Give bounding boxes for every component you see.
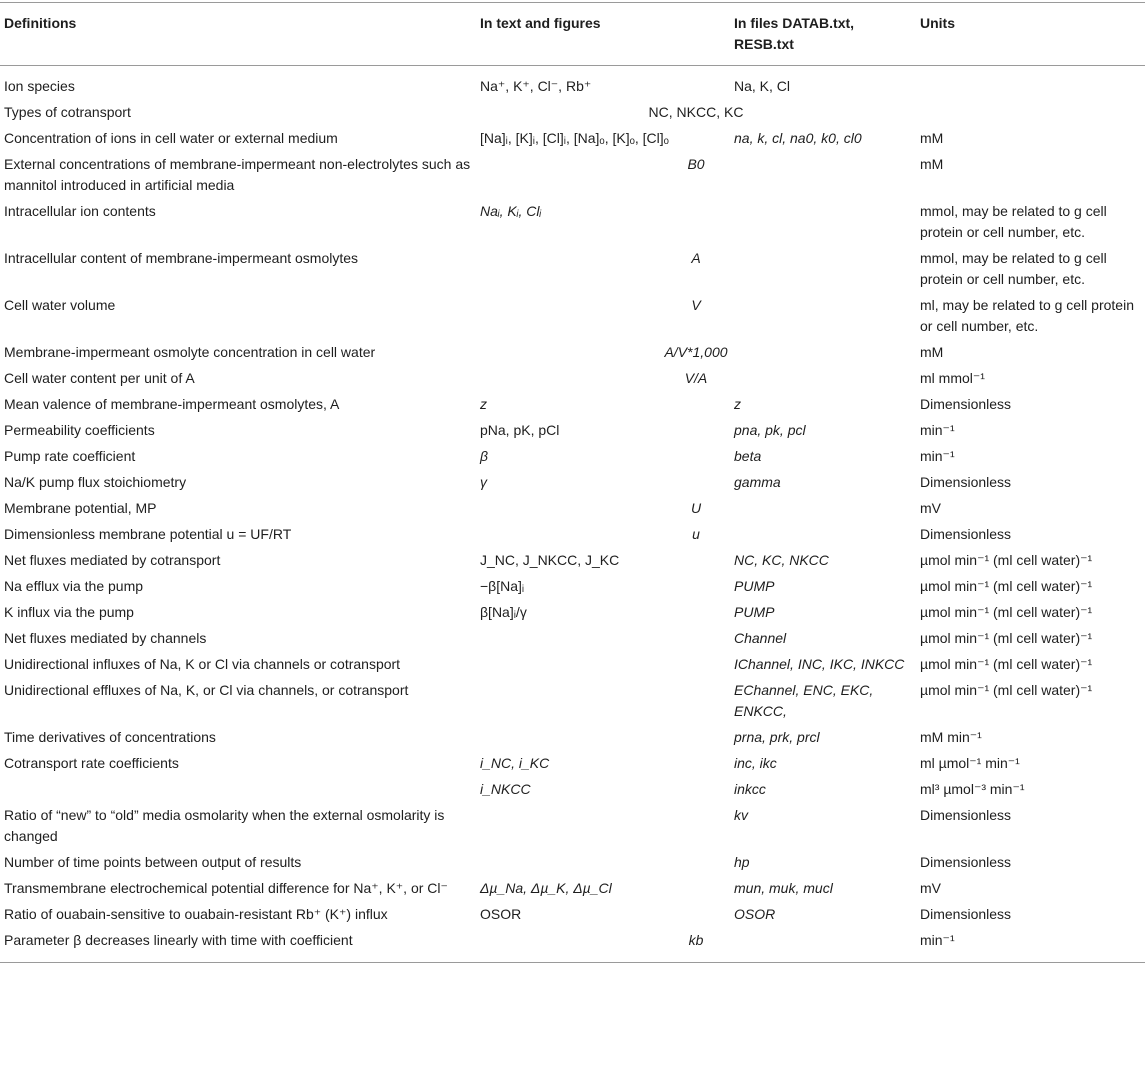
cell-units: Dimensionless [920,807,1012,823]
cell-units: ml³ µmol⁻³ min⁻¹ [920,781,1025,797]
cell-file-notation: hp [734,854,750,870]
cell-notation-span: NC, NKCC, KC [648,104,744,120]
cell-text-notation: J_NC, J_NKCC, J_KC [480,552,620,568]
table-row [0,392,1145,418]
cell-text-notation [476,803,730,850]
cell-definition: Intracellular ion contents [4,203,156,219]
cell-units: ml, may be related to g cell protein or cell number, etc. [920,297,1134,334]
header-files: In files DATAB.txt, RESB.txt [734,15,855,52]
cell-file-notation: kv [734,807,748,823]
cell-definition: Cell water volume [4,297,116,313]
cell-notation-span: B0 [687,156,705,172]
cell-text-notation [476,678,730,725]
cell-definition: Transmembrane electrochemical potential difference for Na⁺, K⁺, or Cl⁻ [4,880,448,896]
cell-text-notation: [Na]ᵢ, [K]ᵢ, [Cl]ᵢ, [Na]ₒ, [K]ₒ, [Cl]ₒ [480,130,669,146]
cell-units: µmol min⁻¹ (ml cell water)⁻¹ [920,552,1093,568]
cell-definition: Permeability coefficients [4,422,155,438]
table-row [0,652,1145,678]
cell-definition: Unidirectional influxes of Na, K or Cl via channels or cotransport [4,656,401,672]
table-row [0,725,1145,751]
cell-text-notation: γ [480,474,487,490]
cell-file-notation: PUMP [734,578,775,594]
cell-file-notation: z [734,396,741,412]
table-row [0,574,1145,600]
cell-definition: Cotransport rate coefficients [4,755,179,771]
table-row [0,522,1145,548]
cell-file-notation: beta [734,448,762,464]
cell-units: µmol min⁻¹ (ml cell water)⁻¹ [920,604,1093,620]
table-row [0,152,1145,199]
table-row [0,777,1145,803]
cell-text-notation: Naᵢ, Kᵢ, Clᵢ [480,203,542,219]
cell-file-notation: OSOR [734,906,776,922]
cell-file-notation: EChannel, ENC, EKC, ENKCC, [734,682,874,719]
cell-text-notation [476,652,730,678]
cell-text-notation [476,626,730,652]
cell-units: Dimensionless [920,854,1012,870]
table-row [0,100,1145,126]
cell-units: ml mmol⁻¹ [920,370,985,386]
table-row [0,496,1145,522]
cell-text-notation: z [480,396,487,412]
cell-units: mM [920,344,944,360]
table-row [0,876,1145,902]
cell-definition: Na/K pump flux stoichiometry [4,474,187,490]
cell-text-notation: i_NC, i_KC [480,755,550,771]
cell-file-notation: prna, prk, prcl [734,729,820,745]
cell-units [916,100,1145,126]
cell-text-notation: β [480,448,488,464]
table-row [0,902,1145,928]
cell-file-notation: Channel [734,630,787,646]
cell-definition: Parameter β decreases linearly with time with coefficient [4,932,353,948]
cell-units: µmol min⁻¹ (ml cell water)⁻¹ [920,682,1093,698]
cell-text-notation: i_NKCC [480,781,531,797]
table-row [0,548,1145,574]
header-text-figures: In text and figures [480,15,601,31]
cell-notation-span: A/V*1,000 [664,344,728,360]
cell-file-notation: inkcc [734,781,766,797]
cell-units: µmol min⁻¹ (ml cell water)⁻¹ [920,656,1093,672]
table-row [0,751,1145,777]
table-row [0,626,1145,652]
cell-units: µmol min⁻¹ (ml cell water)⁻¹ [920,630,1093,646]
cell-text-notation: OSOR [480,906,522,922]
cell-units: min⁻¹ [920,422,955,438]
cell-file-notation: na, k, cl, na0, k0, cl0 [734,130,862,146]
cell-notation-span: kb [688,932,704,948]
cell-text-notation: Na⁺, K⁺, Cl⁻, Rb⁺ [480,78,592,94]
cell-units: µmol min⁻¹ (ml cell water)⁻¹ [920,578,1093,594]
table-row [0,850,1145,876]
cell-text-notation: β[Na]ᵢ/γ [480,604,527,620]
cell-definition [0,777,476,803]
cell-file-notation [730,199,916,246]
cell-notation-span: A [691,250,701,266]
cell-file-notation: PUMP [734,604,775,620]
cell-file-notation: pna, pk, pcl [734,422,806,438]
cell-units: mmol, may be related to g cell protein or cell number, etc. [920,250,1107,287]
cell-definition: Ion species [4,78,75,94]
cell-notation-span: U [690,500,702,516]
cell-definition: External concentrations of membrane-impermeant non-electrolytes such as mannitol introduced in artificial media [4,156,471,193]
cell-text-notation: Δµ_Na, Δµ_K, Δµ_Cl [480,880,612,896]
cell-definition: Mean valence of membrane-impermeant osmolytes, A [4,396,340,412]
cell-text-notation: −β[Na]ᵢ [480,578,525,594]
table-row [0,66,1145,101]
cell-units: ml µmol⁻¹ min⁻¹ [920,755,1020,771]
table-row [0,126,1145,152]
cell-units: mV [920,880,941,896]
table-row [0,600,1145,626]
cell-definition: Dimensionless membrane potential u = UF/RT [4,526,292,542]
cell-units: Dimensionless [920,396,1012,412]
cell-units: mV [920,500,941,516]
cell-definition: Pump rate coefficient [4,448,136,464]
cell-units [916,66,1145,101]
cell-units: mM min⁻¹ [920,729,982,745]
cell-notation-span: u [692,526,700,542]
table-row [0,246,1145,293]
cell-notation-span: V/A [684,370,708,386]
cell-definition: Cell water content per unit of A [4,370,195,386]
cell-definition: Types of cotransport [4,104,131,120]
cell-units: mM [920,130,944,146]
cell-file-notation: NC, KC, NKCC [734,552,829,568]
cell-text-notation [476,850,730,876]
table-row [0,678,1145,725]
table-row [0,803,1145,850]
cell-definition: Number of time points between output of results [4,854,302,870]
header-definitions: Definitions [4,15,77,31]
table-row [0,470,1145,496]
table-row [0,366,1145,392]
cell-text-notation: pNa, pK, pCl [480,422,560,438]
cell-units: min⁻¹ [920,932,955,948]
table-row [0,340,1145,366]
cell-definition: Ratio of ouabain-sensitive to ouabain-resistant Rb⁺ (K⁺) influx [4,906,388,922]
cell-file-notation: inc, ikc [734,755,777,771]
cell-definition: Membrane potential, MP [4,500,157,516]
cell-definition: Net fluxes mediated by channels [4,630,207,646]
table-row [0,444,1145,470]
cell-file-notation: IChannel, INC, IKC, INKCC [734,656,905,672]
cell-units: Dimensionless [920,474,1012,490]
cell-definition: Time derivatives of concentrations [4,729,216,745]
cell-units: Dimensionless [920,526,1012,542]
table-row [0,418,1145,444]
cell-units: mmol, may be related to g cell protein or cell number, etc. [920,203,1107,240]
cell-units: mM [920,156,944,172]
table-row [0,928,1145,963]
cell-definition: Na efflux via the pump [4,578,144,594]
cell-file-notation: mun, muk, mucl [734,880,833,896]
cell-file-notation: gamma [734,474,781,490]
cell-file-notation: Na, K, Cl [734,78,791,94]
cell-definition: Membrane-impermeant osmolyte concentration in cell water [4,344,376,360]
cell-notation-span: V [691,297,701,313]
cell-units: min⁻¹ [920,448,955,464]
cell-definition: Concentration of ions in cell water or external medium [4,130,338,146]
cell-text-notation [476,725,730,751]
cell-definition: Net fluxes mediated by cotransport [4,552,221,568]
cell-definition: Ratio of “new” to “old” media osmolarity when the external osmolarity is changed [4,807,445,844]
header-units: Units [920,15,955,31]
cell-definition: K influx via the pump [4,604,134,620]
table-header-row [0,3,1145,66]
table-row [0,199,1145,246]
definitions-table [0,2,1145,963]
table-row [0,293,1145,340]
cell-units: Dimensionless [920,906,1012,922]
cell-definition: Intracellular content of membrane-impermeant osmolytes [4,250,359,266]
cell-definition: Unidirectional effluxes of Na, K, or Cl via channels, or cotransport [4,682,409,698]
